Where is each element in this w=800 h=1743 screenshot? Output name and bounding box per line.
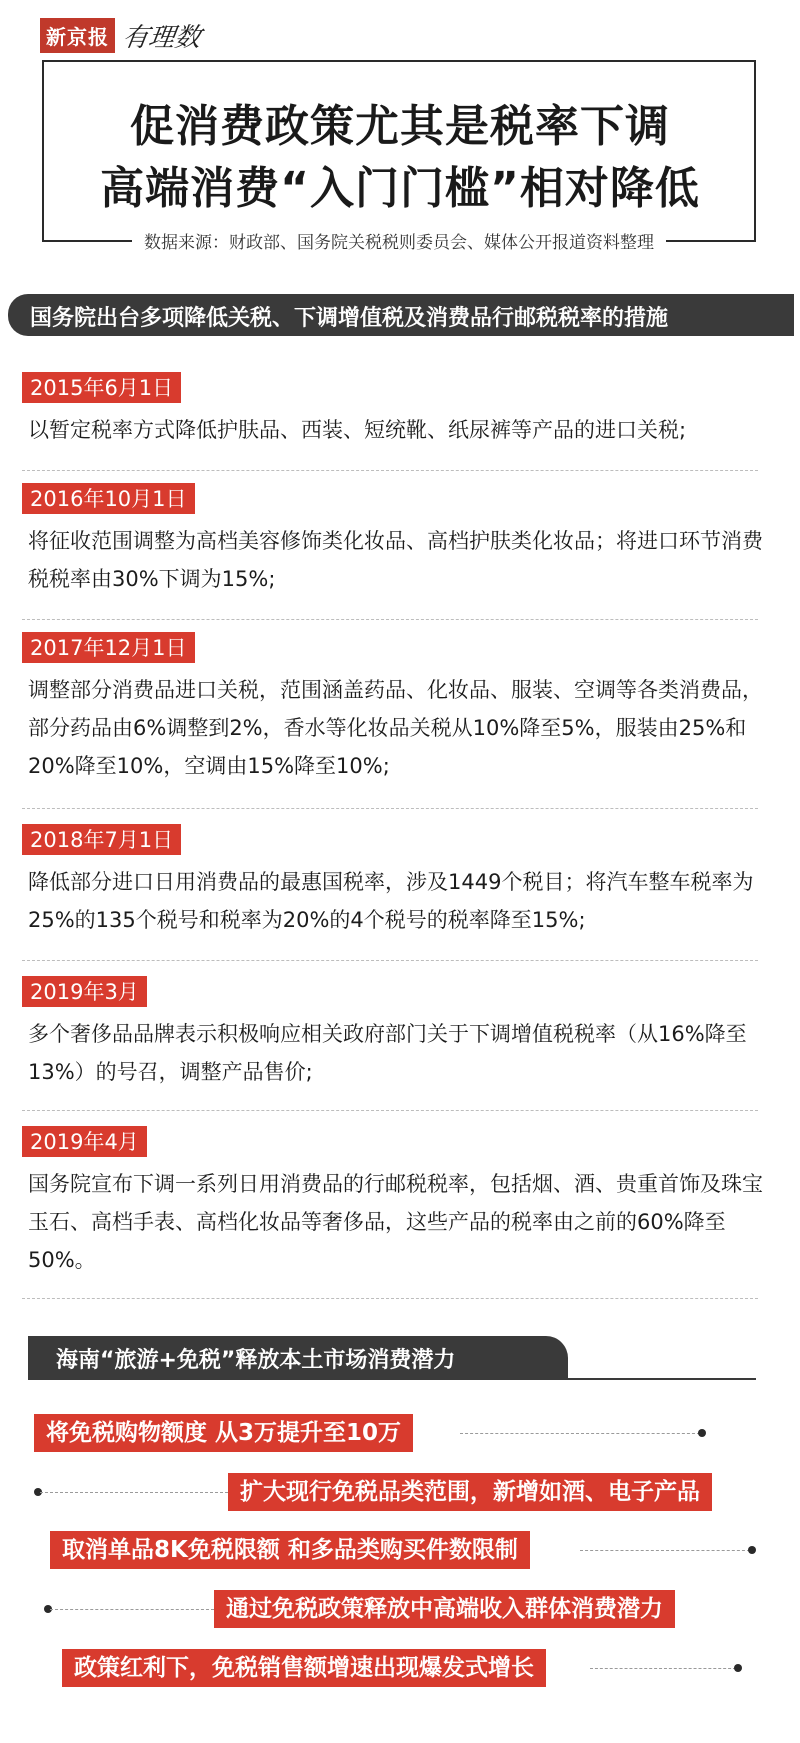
timeline-entry-2017	[22, 632, 778, 785]
divider	[22, 808, 758, 809]
entry-text: 降低部分进口日用消费品的最惠国税率，涉及1449个税目；将汽车整车税率为25%的135个税号和税率为20%的4个税号的税率降至15%;	[28, 870, 754, 932]
entry-text: 国务院宣布下调一系列日用消费品的行邮税税率，包括烟、酒、贵重首饰及珠宝玉石、高档手表、高档化妆品等奢侈品，这些产品的税率由之前的60%降至50%。	[28, 1172, 763, 1272]
divider	[22, 619, 758, 620]
brand-logo	[40, 18, 201, 52]
section1-banner	[8, 294, 794, 336]
dot-marker	[748, 1546, 756, 1554]
dash-connector	[40, 1492, 228, 1493]
hainan-item-3: 取消单品8K免税限额 和多品类购买件数限制	[50, 1531, 530, 1569]
dash-connector	[50, 1609, 214, 1610]
source-rule-right	[666, 240, 756, 242]
hainan-item-4: 通过免税政策释放中高端收入群体消费潜力	[214, 1590, 675, 1628]
divider	[22, 960, 758, 961]
section2-banner-text: 海南“旅游+免税”释放本土市场消费潜力	[56, 1348, 456, 1373]
timeline-entry-2019-04	[22, 1126, 778, 1279]
source-text: 数据来源：财政部、国务院关税税则委员会、媒体公开报道资料整理	[144, 233, 654, 253]
date-tag: 2015年6月1日	[22, 372, 181, 403]
source-row	[42, 228, 756, 253]
dot-marker	[734, 1664, 742, 1672]
section1-banner-text: 国务院出台多项降低关税、下调增值税及消费品行邮税税率的措施	[30, 306, 669, 331]
page-title-line-2: 高端消费“入门门槛”相对降低	[100, 163, 700, 214]
divider	[22, 470, 758, 471]
entry-text: 调整部分消费品进口关税，范围涵盖药品、化妆品、服装、空调等各类消费品，部分药品由6%调整到2%，香水等化妆品关税从10%降至5%，服装由25%和20%降至10%，空调由15%降至10%;	[28, 678, 763, 778]
hainan-item-5: 政策红利下，免税销售额增速出现爆发式增长	[62, 1649, 546, 1687]
date-tag: 2018年7月1日	[22, 824, 181, 855]
brand-name: 新京报	[40, 18, 115, 53]
page-title-line-1: 促消费政策尤其是税率下调	[130, 101, 670, 152]
divider	[22, 1298, 758, 1299]
entry-text: 将征收范围调整为高档美容修饰类化妆品、高档护肤类化妆品；将进口环节消费税税率由30%下调为15%;	[28, 529, 763, 591]
date-tag: 2016年10月1日	[22, 483, 195, 514]
dot-marker	[698, 1429, 706, 1437]
divider	[22, 1110, 758, 1111]
timeline-entry-2019-03	[22, 976, 778, 1091]
date-tag: 2017年12月1日	[22, 632, 195, 663]
date-tag: 2019年4月	[22, 1126, 147, 1157]
dash-connector	[590, 1668, 736, 1669]
source-rule-left	[42, 240, 132, 242]
section2-rule	[28, 1378, 756, 1380]
hainan-item-1: 将免税购物额度 从3万提升至10万	[34, 1414, 413, 1452]
timeline-entry-2018	[22, 824, 778, 939]
entry-text: 多个奢侈品品牌表示积极响应相关政府部门关于下调增值税税率（从16%降至13%）的号召，调整产品售价;	[28, 1022, 747, 1084]
section2-banner	[28, 1336, 568, 1378]
timeline-entry-2015	[22, 372, 778, 449]
date-tag: 2019年3月	[22, 976, 147, 1007]
hainan-item-2: 扩大现行免税品类范围，新增如酒、电子产品	[228, 1473, 712, 1511]
brand-sub: 有理数	[120, 22, 203, 53]
dash-connector	[460, 1433, 700, 1434]
entry-text: 以暂定税率方式降低护肤品、西装、短统靴、纸尿裤等产品的进口关税;	[28, 418, 687, 442]
timeline-entry-2016	[22, 483, 778, 598]
dash-connector	[580, 1550, 750, 1551]
